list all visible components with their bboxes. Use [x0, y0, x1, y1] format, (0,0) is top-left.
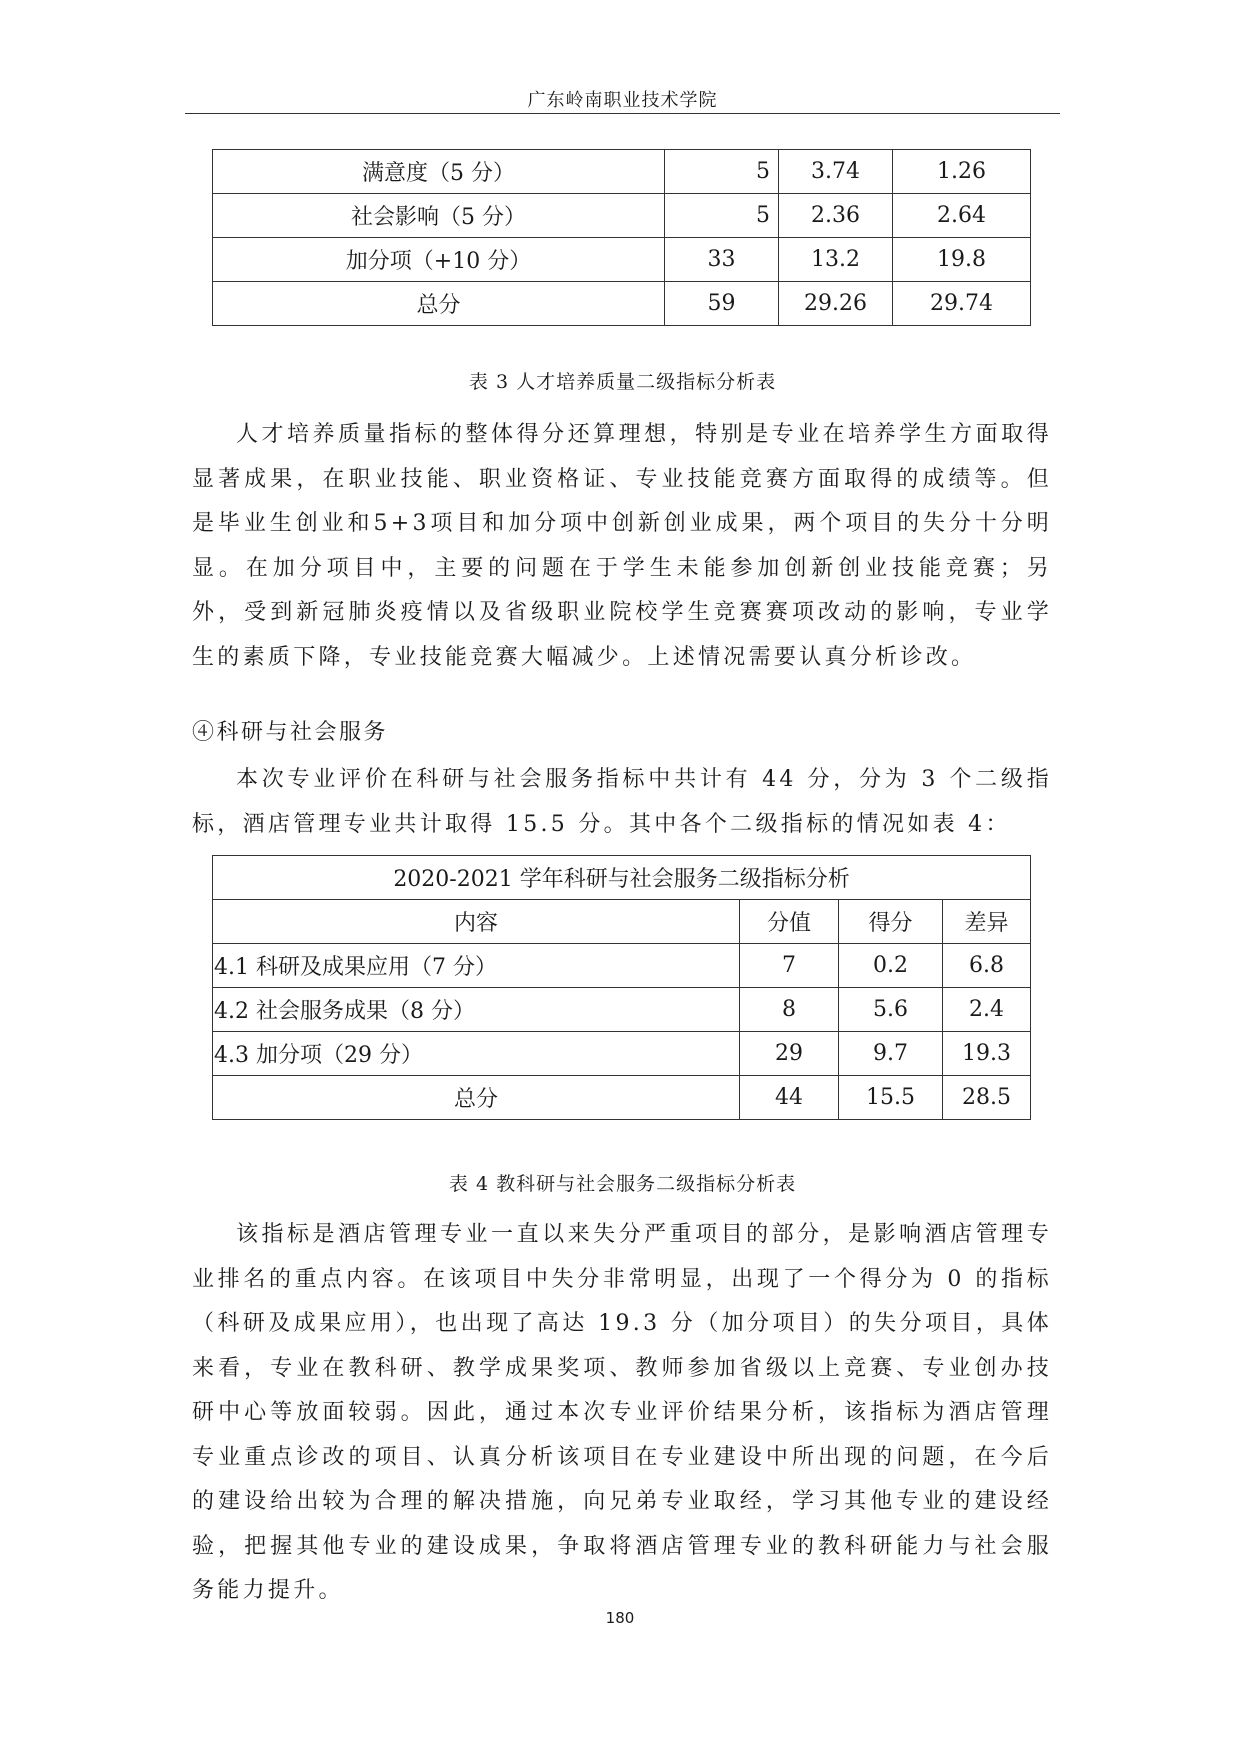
- table-header-row: [213, 900, 1031, 944]
- table-cell: 13.2: [779, 238, 893, 282]
- table-cell: 2.36: [779, 194, 893, 238]
- table-row: [213, 1032, 1031, 1076]
- table-cell: 总分: [213, 1076, 740, 1120]
- table-cell: 8: [740, 988, 839, 1032]
- table-cell: 2.4: [943, 988, 1031, 1032]
- table-row: [213, 944, 1031, 988]
- page-header: 广东岭南职业技术学院: [527, 90, 718, 111]
- table-cell: 29.26: [779, 282, 893, 326]
- table-cell: 社会影响（5 分）: [213, 194, 665, 238]
- paragraph-research-analysis: 该指标是酒店管理专业一直以来失分严重项目的部分，是影响酒店管理专业排名的重点内容。在该项目中失分非常明显，出现了一个得分为 0 的指标（科研及成果应用），也出现了高达 19.3 分（加分项目）的失分项目，具体来看，专业在教科研、教学成果奖项、教师参加省级以上竞赛、专业创办技研中心等放面较弱。因此，通过本次专业评价结果分析，该指标为酒店管理专业重点诊改的项目、认真分析该项目在专业建设中所出现的问题，在今后的建设给出较为合理的解决措施，向兄弟专业取经，学习其他专业的建设经验，把握其他专业的建设成果，争取将酒店管理专业的教科研能力与社会服务能力提升。: [192, 1222, 1052, 1603]
- column-header: 差异: [943, 900, 1031, 944]
- table-cell: 29: [740, 1032, 839, 1076]
- table-4: [212, 855, 1031, 1120]
- section-heading: ④科研与社会服务: [192, 720, 389, 745]
- table-cell: 1.26: [893, 150, 1031, 194]
- table-cell: 加分项（+10 分）: [213, 238, 665, 282]
- table-cell: 15.5: [839, 1076, 943, 1120]
- table-4-caption: 表 4 教科研与社会服务二级指标分析表: [448, 1173, 797, 1195]
- paragraph-research-intro: 本次专业评价在科研与社会服务指标中共计有 44 分，分为 3 个二级指标，酒店管理专业共计取得 15.5 分。其中各个二级指标的情况如表 4：: [192, 767, 1052, 837]
- table-cell: 3.74: [779, 150, 893, 194]
- column-header: 得分: [839, 900, 943, 944]
- table-cell: 2.64: [893, 194, 1031, 238]
- table-cell: 7: [740, 944, 839, 988]
- table-row: [213, 1076, 1031, 1120]
- table-row: [213, 988, 1031, 1032]
- table-cell: 0.2: [839, 944, 943, 988]
- table-title-row: [213, 856, 1031, 900]
- table-cell: 5.6: [839, 988, 943, 1032]
- table-row: [213, 194, 1031, 238]
- header-rule: [185, 113, 1060, 114]
- table-cell: 33: [665, 238, 779, 282]
- table-cell: 59: [665, 282, 779, 326]
- table-cell: 5: [665, 194, 779, 238]
- table-3: [212, 149, 1031, 326]
- table-title: 2020-2021 学年科研与社会服务二级指标分析: [213, 856, 1031, 900]
- table-cell: 5: [665, 150, 779, 194]
- table-row: [213, 282, 1031, 326]
- paragraph-talent-quality: 人才培养质量指标的整体得分还算理想，特别是专业在培养学生方面取得显著成果，在职业技能、职业资格证、专业技能竞赛方面取得的成绩等。但是毕业生创业和5+3项目和加分项中创新创业成果，两个项目的失分十分明显。在加分项目中，主要的问题在于学生未能参加创新创业技能竞赛；另外，受到新冠肺炎疫情以及省级职业院校学生竞赛赛项改动的影响，专业学生的素质下降，专业技能竞赛大幅减少。上述情况需要认真分析诊改。: [192, 422, 1052, 670]
- table-cell: 19.3: [943, 1032, 1031, 1076]
- table-3-caption: 表 3 人才培养质量二级指标分析表: [468, 371, 777, 393]
- table-cell: 19.8: [893, 238, 1031, 282]
- table-row: [213, 150, 1031, 194]
- table-cell: 29.74: [893, 282, 1031, 326]
- table-cell: 4.2 社会服务成果（8 分）: [213, 988, 740, 1032]
- table-cell: 满意度（5 分）: [213, 150, 665, 194]
- table-cell: 4.1 科研及成果应用（7 分）: [213, 944, 740, 988]
- table-cell: 总分: [213, 282, 665, 326]
- column-header: 分值: [740, 900, 839, 944]
- table-row: [213, 238, 1031, 282]
- table-cell: 6.8: [943, 944, 1031, 988]
- page-number: 180: [605, 1609, 635, 1627]
- table-cell: 28.5: [943, 1076, 1031, 1120]
- table-cell: 4.3 加分项（29 分）: [213, 1032, 740, 1076]
- table-cell: 44: [740, 1076, 839, 1120]
- column-header: 内容: [213, 900, 740, 944]
- table-cell: 9.7: [839, 1032, 943, 1076]
